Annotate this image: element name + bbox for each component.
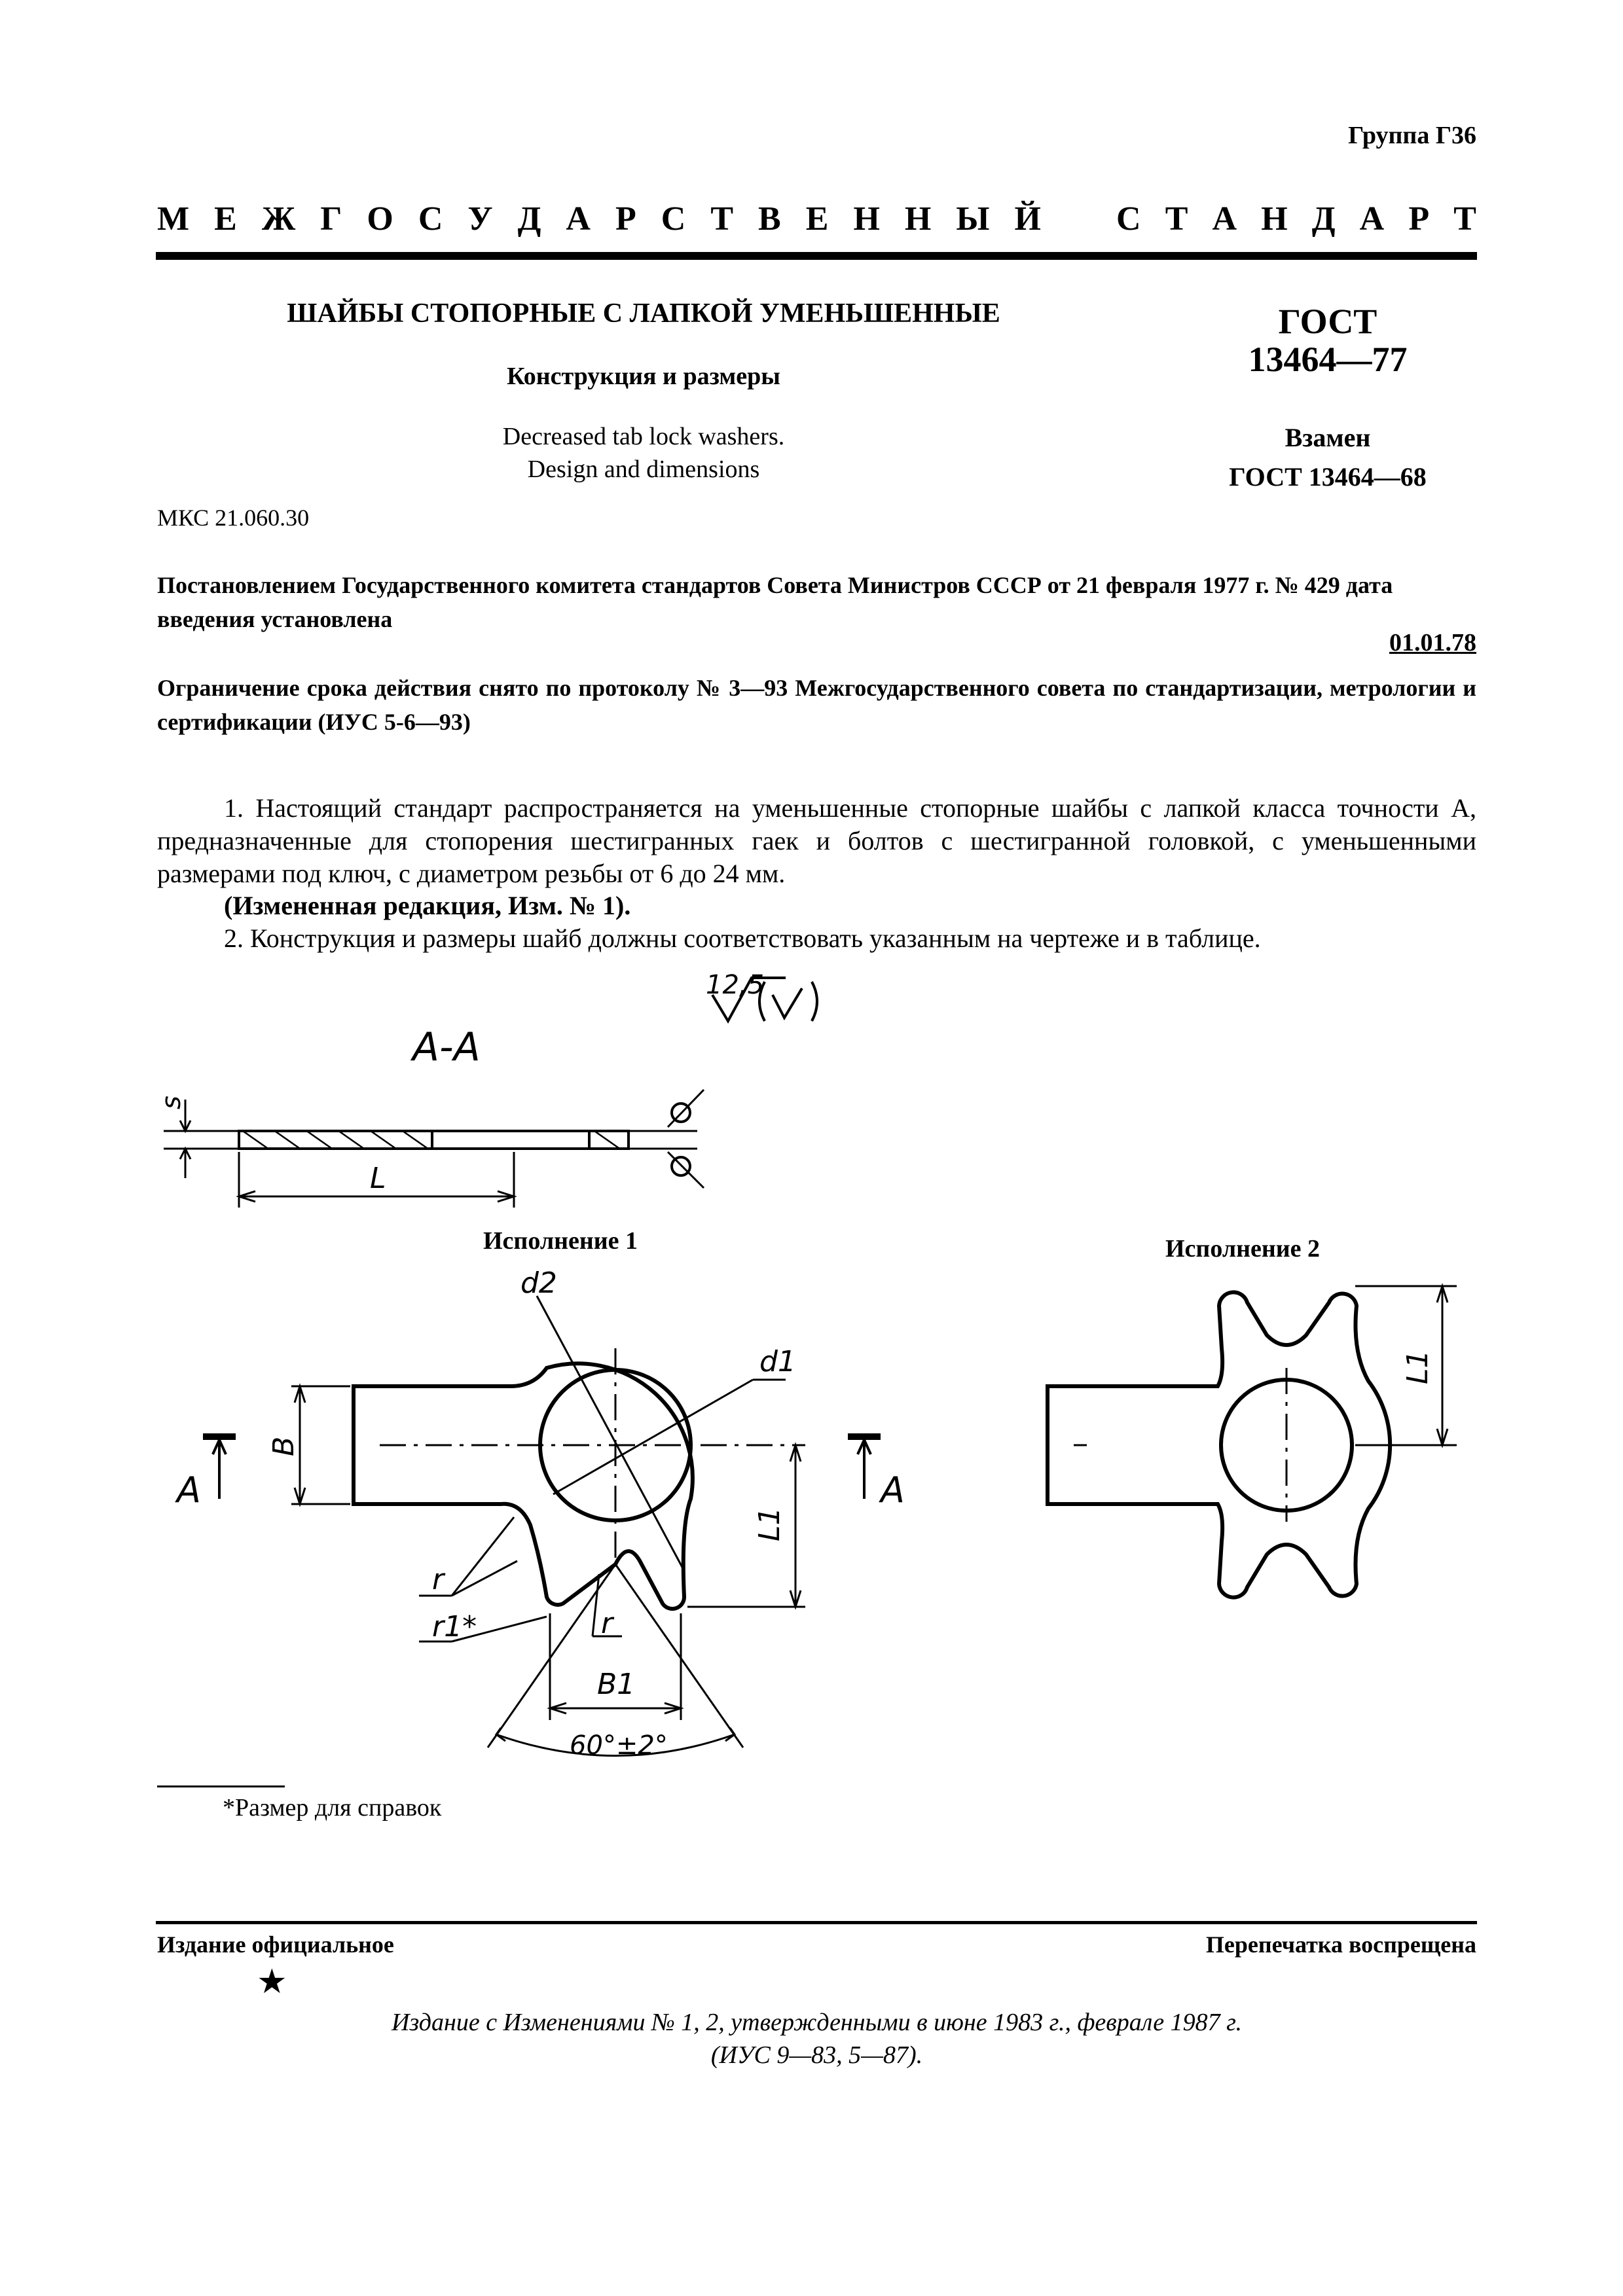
decree-text: Постановлением Государственного комитета стандартов Совета Министров СССР от 21 февраля 1977 г. № 429 дата введения установлена — [157, 572, 1393, 632]
banner-letter: Ж — [261, 200, 296, 238]
banner-word-standard — [1116, 200, 1476, 238]
banner-letter: Н — [853, 200, 880, 238]
banner-letter: О — [367, 200, 393, 238]
roughness-value: 12,5 — [706, 970, 765, 1000]
section-label: А-А — [412, 1024, 481, 1070]
dimension-r: r — [432, 1563, 445, 1596]
variant-1-view — [175, 1266, 905, 1761]
paragraph-1-amendment: (Измененная редакция, Изм. № 1). — [224, 891, 631, 920]
banner-letter: Р — [1408, 200, 1430, 238]
banner-letter: Т — [1165, 200, 1188, 238]
banner-letter: А — [1359, 200, 1385, 238]
roughness-symbol — [706, 970, 817, 1021]
dimension-L1: L1 — [753, 1507, 786, 1541]
header-rule — [156, 252, 1477, 260]
dimension-d1: d1 — [759, 1345, 796, 1378]
variant-2-label: Исполнение 2 — [1165, 1235, 1321, 1263]
replaces-standard: ГОСТ 13464—68 — [1229, 462, 1427, 492]
angle-label: 60°±2° — [570, 1731, 668, 1761]
dimension-s: s — [156, 1096, 187, 1109]
variant-1-label: Исполнение 1 — [483, 1227, 638, 1255]
reprint-prohibited: Перепечатка воспрещена — [1205, 1931, 1476, 1958]
banner-letter: А — [1212, 200, 1237, 238]
gost-label: ГОСТ — [1278, 302, 1377, 341]
dimension-r-inner: r — [601, 1607, 613, 1640]
standard-banner — [157, 200, 1476, 238]
banner-letter: Д — [517, 200, 541, 238]
dimension-B1: B1 — [597, 1668, 636, 1701]
banner-letter: М — [157, 200, 190, 238]
section-mark-left: A — [177, 1469, 201, 1511]
introduction-date: 01.01.78 — [1389, 629, 1476, 656]
banner-letter: Г — [320, 200, 342, 238]
banner-letter: С — [418, 200, 443, 238]
limitation-text: Ограничение срока действия снято по протоколу № 3—93 Межгосударственного совета по стандартизации, метрологии и сертификации (ИУС 5-6—93) — [157, 675, 1476, 735]
mks-code: МКС 21.060.30 — [157, 505, 310, 531]
official-edition: Издание официальное — [157, 1931, 394, 1958]
banner-letter: Р — [615, 200, 636, 238]
banner-letter: Н — [904, 200, 932, 238]
dimension-L: L — [370, 1162, 386, 1195]
replaces-label: Взамен — [1285, 423, 1371, 452]
footnote: *Размер для справок — [223, 1794, 442, 1821]
banner-letter: Д — [1311, 200, 1336, 238]
document-title: ШАЙБЫ СТОПОРНЫЕ С ЛАПКОЙ УМЕНЬШЕННЫЕ — [287, 298, 1000, 329]
paragraph-1: 1. Настоящий стандарт распространяется на уменьшенные стопорные шайбы с лапкой класса точности А, предназначенные для стопорения шестигранных гаек и болтов с шестигранной головкой, с уменьшенными размерами под ключ, с диаметром резьбы от 6 до 24 мм. — [157, 793, 1476, 888]
variant-2-view — [1048, 1286, 1457, 1598]
dimension-B: B — [267, 1436, 301, 1456]
dimension-L1-v2: L1 — [1401, 1350, 1434, 1384]
banner-letter: Ы — [956, 200, 990, 238]
banner-letter: С — [1116, 200, 1141, 238]
footnote-rule — [157, 1785, 285, 1787]
section-view — [156, 1090, 704, 1208]
edition-note-line1: Издание с Изменениями № 1, 2, утвержденными в июне 1983 г., феврале 1987 г. — [391, 2009, 1242, 2036]
banner-letter: В — [758, 200, 781, 238]
gost-number: 13464—77 — [1248, 340, 1408, 379]
english-title-line1: Decreased tab lock washers. — [502, 423, 785, 450]
banner-letter: Т — [1453, 200, 1476, 238]
paragraph-2: 2. Конструкция и размеры шайб должны соответствовать указанным на чертеже и в таблице. — [224, 924, 1261, 953]
document-subtitle: Конструкция и размеры — [507, 363, 780, 390]
english-title-line2: Design and dimensions — [527, 456, 760, 483]
banner-letter: Н — [1261, 200, 1288, 238]
footer-rule — [156, 1921, 1477, 1924]
edition-note-line2: (ИУС 9—83, 5—87). — [710, 2041, 923, 2069]
banner-letter: А — [566, 200, 591, 238]
group-code: Группа Г36 — [1348, 122, 1476, 149]
banner-letter: У — [467, 200, 493, 238]
banner-letter: Т — [710, 200, 734, 238]
banner-letter: Й — [1014, 200, 1041, 238]
dimension-d2: d2 — [520, 1266, 557, 1300]
star-icon: ★ — [257, 1964, 287, 2001]
section-mark-right: A — [881, 1469, 905, 1511]
banner-letter: С — [661, 200, 686, 238]
banner-letter: Е — [214, 200, 237, 238]
banner-letter: Е — [805, 200, 829, 238]
banner-word-interstate — [157, 200, 1041, 238]
dimension-r1: r1* — [432, 1610, 477, 1643]
